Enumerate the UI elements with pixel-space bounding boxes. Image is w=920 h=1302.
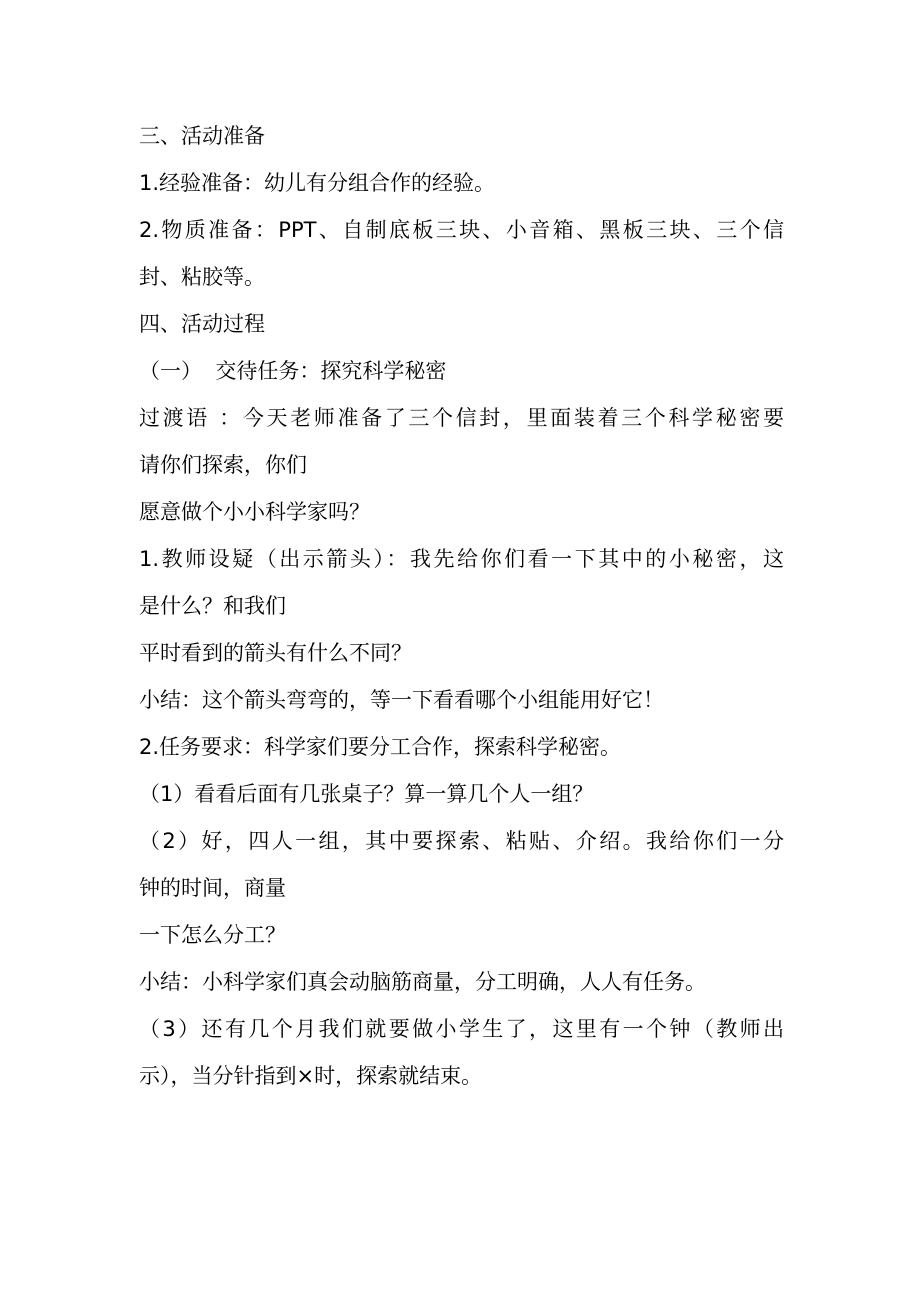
paragraph-line: 请你们探索，你们 [139,453,307,477]
paragraph-line: 2.物质准备：PPT、自制底板三块、小音箱、黑板三块、三个信 [139,218,784,242]
paragraph-line: 钟的时间，商量 [139,876,286,900]
paragraph-line: 愿意做个小小科学家吗？ [139,500,370,524]
paragraph-line: 一下怎么分工？ [139,923,286,947]
paragraph-line: 平时看到的箭头有什么不同？ [139,641,412,665]
paragraph-line: 1.经验准备：幼儿有分组合作的经验。 [139,171,496,195]
summary-line: 小结：这个箭头弯弯的，等一下看看哪个小组能用好它！ [139,688,664,712]
document-body [139,113,784,1100]
list-item: （2）好，四人一组，其中要探索、粘贴、介绍。我给你们一分 [139,829,784,853]
section-heading-process: 四、活动过程 [139,312,265,336]
paragraph-line: 2.任务要求：科学家们要分工合作，探索科学秘密。 [139,735,622,759]
list-item: （1）看看后面有几张桌子？算一算几个人一组？ [139,782,594,806]
list-item: （3）还有几个月我们就要做小学生了，这里有一个钟（教师出 [139,1017,784,1041]
subsection-heading: （一） 交待任务：探究科学秘密 [139,359,447,383]
paragraph-line: 是什么？和我们 [139,594,286,618]
summary-line: 小结：小科学家们真会动脑筋商量，分工明确，人人有任务。 [139,970,706,994]
paragraph-line: 示），当分针指到×时，探索就结束。 [139,1064,483,1088]
section-heading-preparation: 三、活动准备 [139,124,265,148]
paragraph-line: 过渡语 ：今天老师准备了三个信封，里面装着三个科学秘密要 [139,406,784,430]
paragraph-line: 1.教师设疑（出示箭头）：我先给你们看一下其中的小秘密，这 [139,547,784,571]
paragraph-line: 封、粘胶等。 [139,265,265,289]
